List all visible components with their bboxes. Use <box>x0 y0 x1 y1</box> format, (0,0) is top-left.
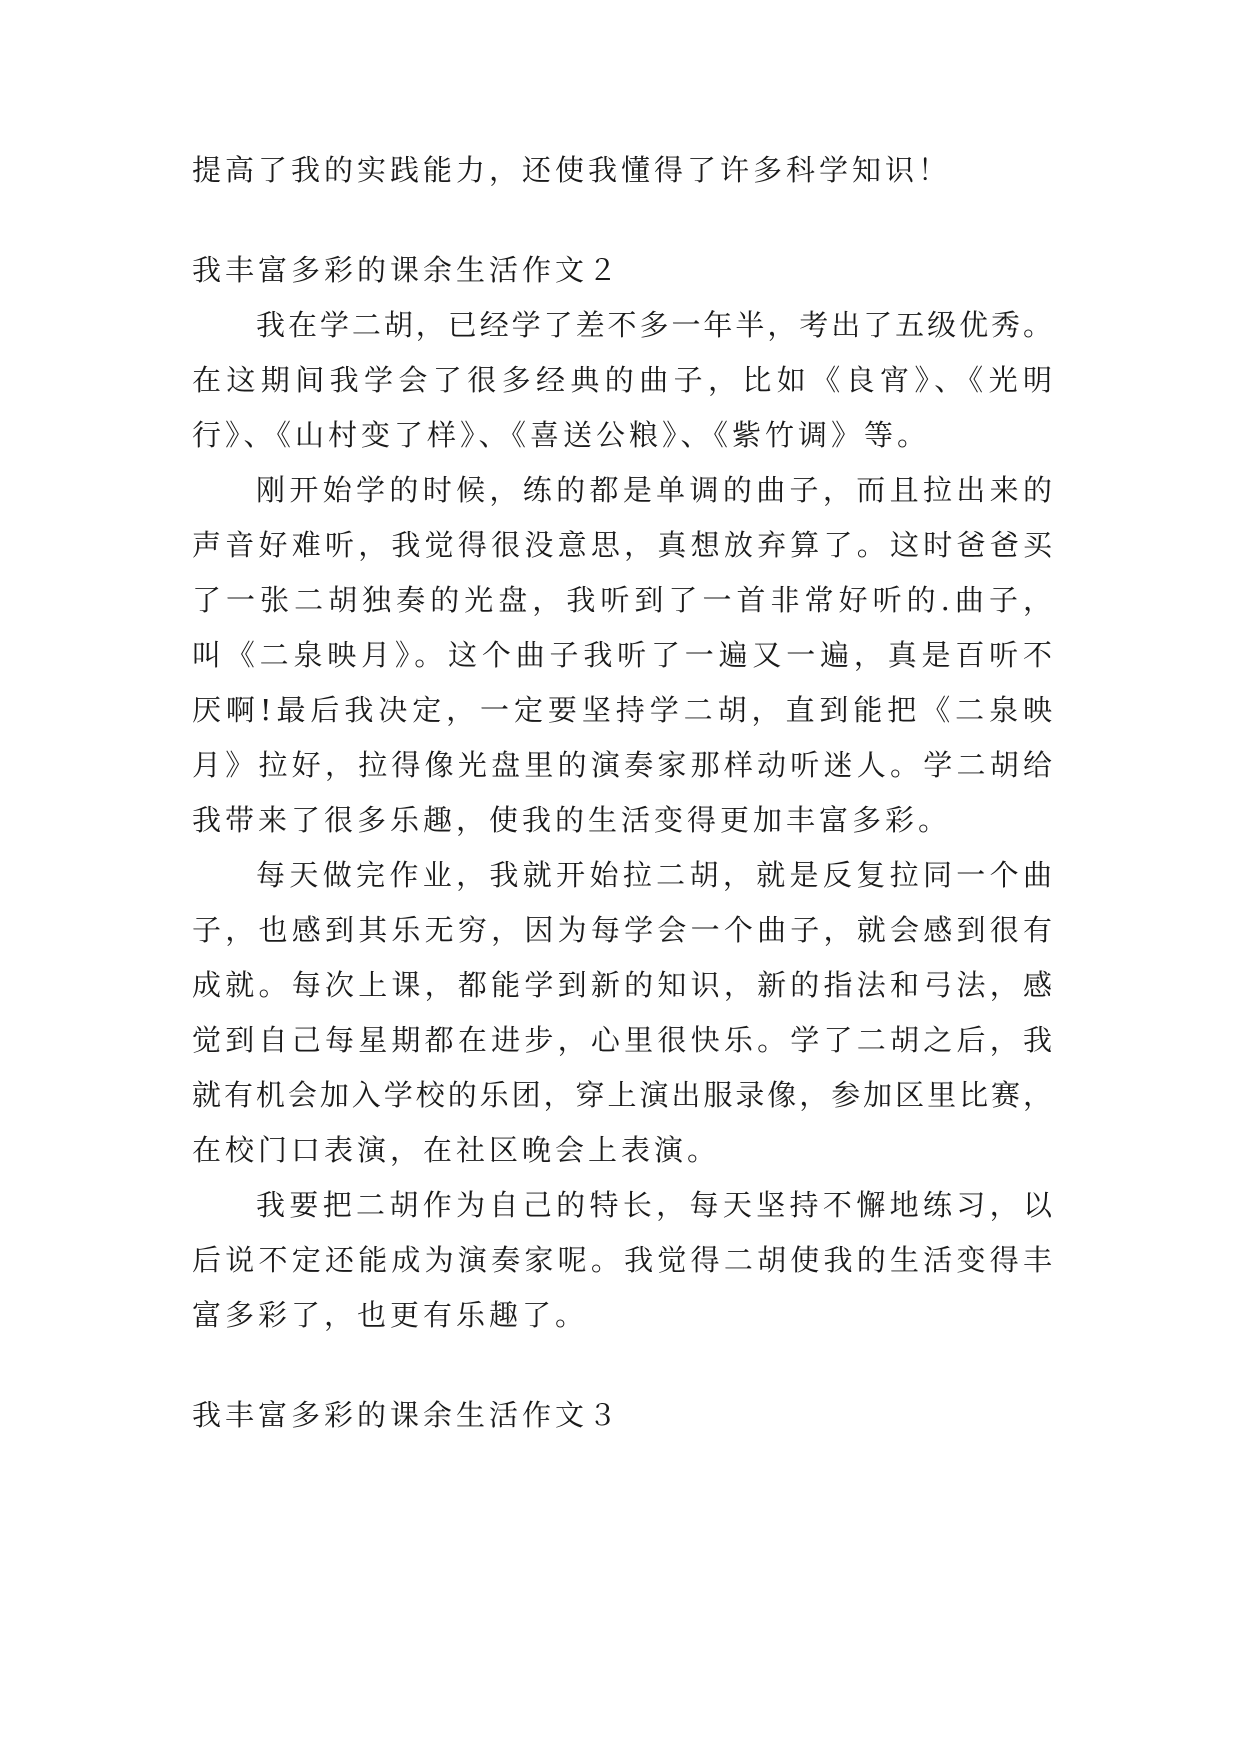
intro-line: 提高了我的实践能力，还使我懂得了许多科学知识！ <box>192 153 952 187</box>
section-3-heading: 我丰富多彩的课余生活作文３ <box>192 1398 622 1432</box>
paragraph-line: 在校门口表演，在社区晚会上表演。 <box>192 1133 721 1167</box>
paragraph-line: 我带来了很多乐趣，使我的生活变得更加丰富多彩。 <box>192 803 952 837</box>
paragraph-line: 成就。每次上课，都能学到新的知识，新的指法和弓法，感 <box>192 968 1052 1002</box>
paragraph-line: 在这期间我学会了很多经典的曲子，比如《良宵》、《光明 <box>192 363 1052 397</box>
section-2-heading: 我丰富多彩的课余生活作文２ <box>192 253 622 287</box>
paragraph-line: 叫《二泉映月》。这个曲子我听了一遍又一遍，真是百听不 <box>192 638 1052 672</box>
paragraph-line: 每天做完作业，我就开始拉二胡，就是反复拉同一个曲 <box>256 858 1052 892</box>
paragraph-line: 行》、《山村变了样》、《喜送公粮》、《紫竹调》等。 <box>192 418 931 452</box>
paragraph-line: 声音好难听，我觉得很没意思，真想放弃算了。这时爸爸买 <box>192 528 1052 562</box>
paragraph-line: 我要把二胡作为自己的特长，每天坚持不懈地练习，以 <box>256 1188 1052 1222</box>
paragraph-line: 月》拉好，拉得像光盘里的演奏家那样动听迷人。学二胡给 <box>192 748 1052 782</box>
paragraph-line: 刚开始学的时候，练的都是单调的曲子，而且拉出来的 <box>256 473 1052 507</box>
paragraph-line: 我在学二胡，已经学了差不多一年半，考出了五级优秀。 <box>256 308 1052 342</box>
document-page <box>192 0 1052 1754</box>
paragraph-line: 厌啊!最后我决定，一定要坚持学二胡，直到能把《二泉映 <box>192 693 1052 727</box>
paragraph-line: 了一张二胡独奏的光盘，我听到了一首非常好听的.曲子， <box>192 583 1052 617</box>
paragraph-line: 子，也感到其乐无穷，因为每学会一个曲子，就会感到很有 <box>192 913 1052 947</box>
paragraph-line: 觉到自己每星期都在进步，心里很快乐。学了二胡之后，我 <box>192 1023 1052 1057</box>
paragraph-line: 就有机会加入学校的乐团，穿上演出服录像，参加区里比赛， <box>192 1078 1052 1112</box>
paragraph-line: 后说不定还能成为演奏家呢。我觉得二胡使我的生活变得丰 <box>192 1243 1052 1277</box>
paragraph-line: 富多彩了，也更有乐趣了。 <box>192 1298 589 1332</box>
